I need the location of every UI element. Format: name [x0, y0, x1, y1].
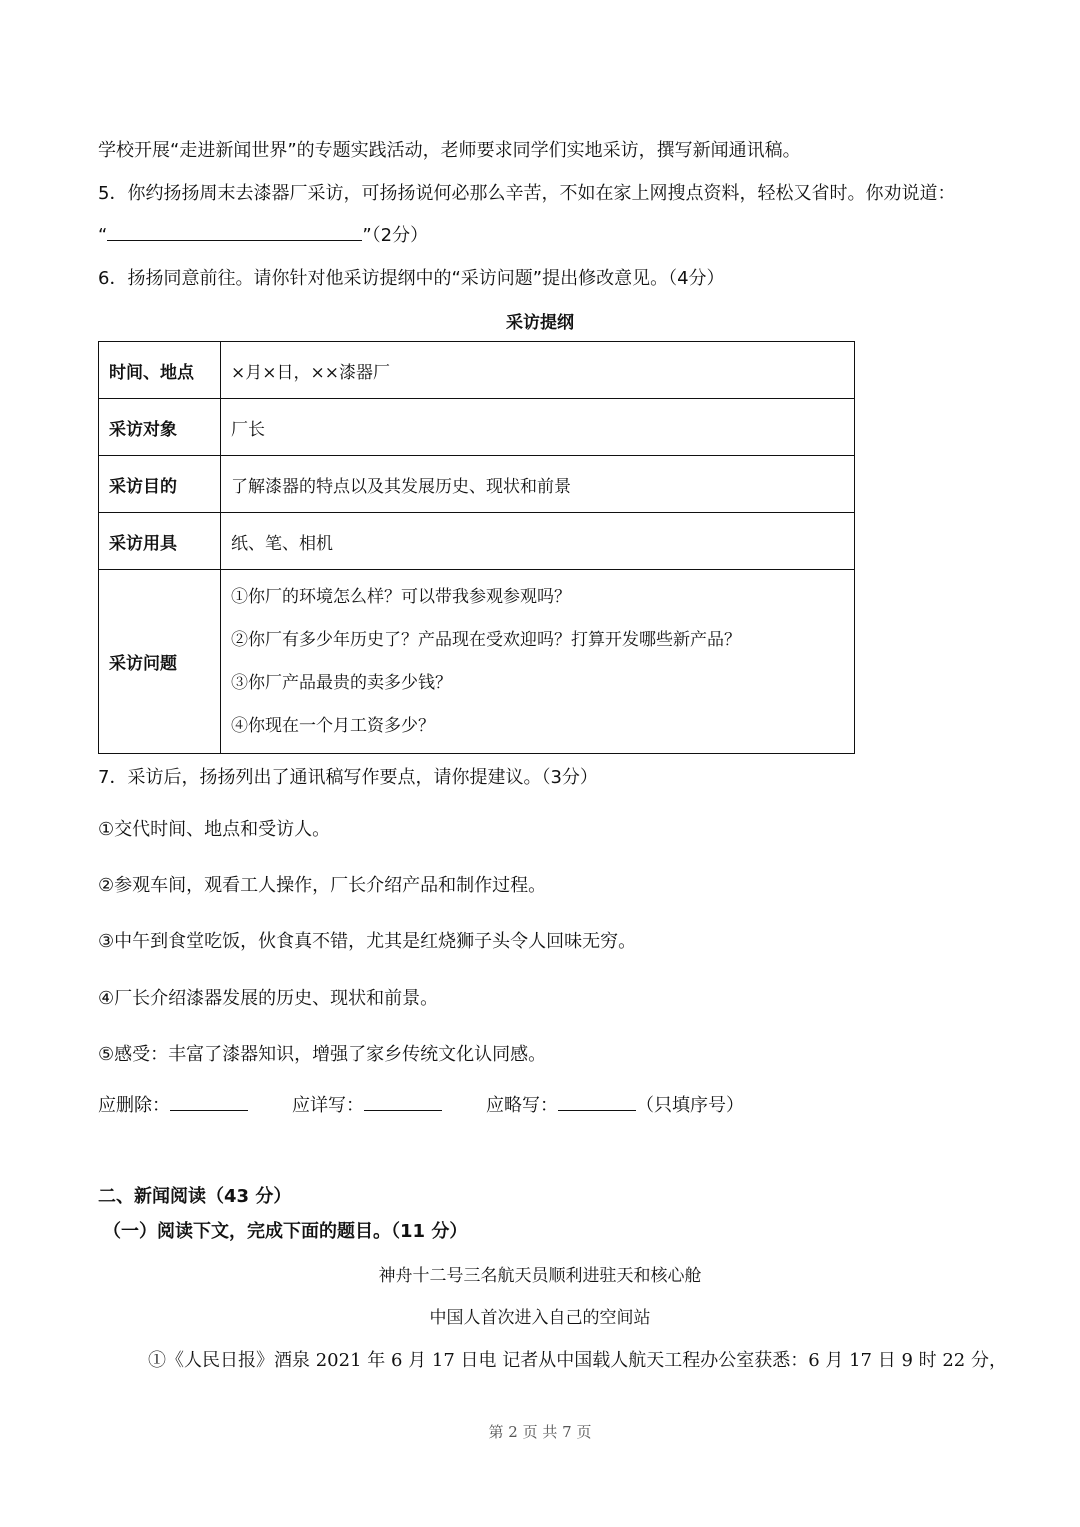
article-paragraph-1: ①《人民日报》酒泉 2021 年 6 月 17 日电 记者从中国载人航天工程办公室获悉：6 月 17 日 9 时 22 分，: [148, 1350, 1007, 1371]
writing-point: ⑤感受：丰富了漆器知识，增强了家乡传统文化认同感。: [98, 1044, 547, 1065]
row-key: 采访问题: [99, 570, 221, 754]
writing-point: ①交代时间、地点和受访人。: [98, 819, 331, 840]
intro-text: 学校开展“走进新闻世界”的专题实践活动，老师要求同学们实地采访，撰写新闻通讯稿。: [98, 140, 801, 161]
row-key: 时间、地点: [99, 342, 221, 399]
row-value: 纸、笔、相机: [221, 513, 855, 570]
row-value: 了解漆器的特点以及其发展历史、现状和前景: [221, 456, 855, 513]
delete-label: 应删除：: [98, 1095, 170, 1116]
question-5: 5．你约扬扬周末去漆器厂采访，可扬扬说何必那么辛苦，不如在家上网搜点资料，轻松又省时。你劝说道：: [98, 183, 956, 204]
interview-outline-table: [98, 341, 855, 754]
row-key: 采访对象: [99, 399, 221, 456]
article-title: 神舟十二号三名航天员顺利进驻天和核心舱: [378, 1266, 702, 1286]
detail-blank[interactable]: [364, 1092, 442, 1111]
writing-point: ③中午到食堂吃饭，伙食真不错，尤其是红烧狮子头令人回味无穷。: [98, 931, 637, 952]
question-5-score: ”（2分）: [362, 225, 429, 246]
question-5-answer-line: [98, 222, 428, 249]
interview-question: ②你厂有多少年历史了？产品现在受欢迎吗？打算开发哪些新产品？: [231, 629, 741, 650]
row-key: 采访目的: [99, 456, 221, 513]
interview-question: ③你厂产品最贵的卖多少钱？: [231, 672, 452, 693]
page-footer: 第 2 页 共 7 页: [488, 1423, 592, 1441]
question-6: 6．扬扬同意前往。请你针对他采访提纲中的“采访问题”提出修改意见。（4分）: [98, 268, 725, 289]
question-7: 7．采访后，扬扬列出了通讯稿写作要点，请你提建议。（3分）: [98, 767, 598, 788]
row-key: 采访用具: [99, 513, 221, 570]
table-row: [99, 456, 855, 513]
fill-note: （只填序号）: [636, 1095, 744, 1116]
writing-point: ④厂长介绍漆器发展的历史、现状和前景。: [98, 988, 439, 1009]
subsection-heading: （一）阅读下文，完成下面的题目。（11 分）: [103, 1221, 468, 1242]
brief-blank[interactable]: [558, 1092, 636, 1111]
article-subtitle: 中国人首次进入自己的空间站: [429, 1308, 651, 1328]
table-row-questions: [99, 570, 855, 754]
interview-question: ①你厂的环境怎么样？可以带我参观参观吗？: [231, 586, 571, 607]
detail-label: 应详写：: [292, 1095, 364, 1116]
outline-title: 采访提纲: [506, 313, 574, 333]
interview-question: ④你现在一个月工资多少？: [231, 715, 435, 736]
table-row: [99, 342, 855, 399]
row-value: 厂长: [221, 399, 855, 456]
brief-label: 应略写：: [486, 1095, 558, 1116]
open-quote: “: [98, 225, 108, 246]
table-row: [99, 399, 855, 456]
questions-cell: [221, 570, 855, 754]
answer-blank-5[interactable]: [107, 222, 362, 241]
answer-fields-row: [98, 1092, 744, 1119]
delete-blank[interactable]: [170, 1092, 248, 1111]
writing-point: ②参观车间，观看工人操作，厂长介绍产品和制作过程。: [98, 875, 547, 896]
table-row: [99, 513, 855, 570]
section-heading: 二、新闻阅读（43 分）: [98, 1186, 292, 1207]
row-value: ×月×日，××漆器厂: [221, 342, 855, 399]
